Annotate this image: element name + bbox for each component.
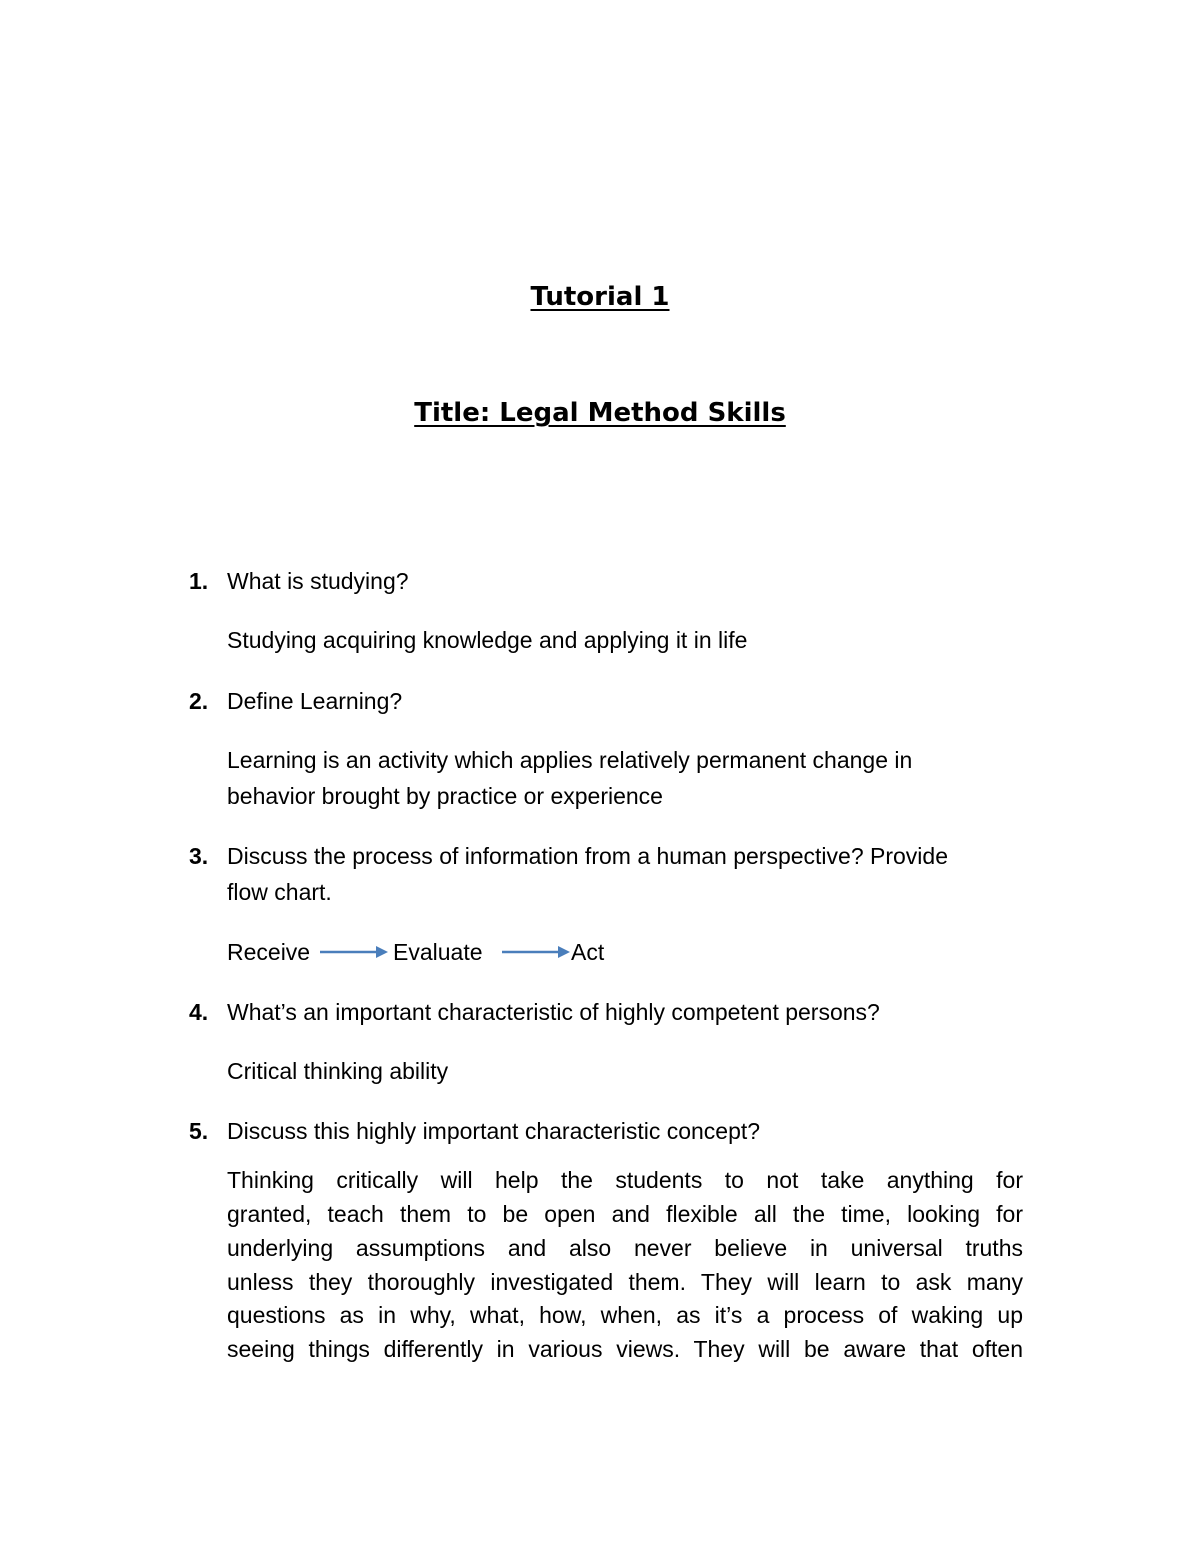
answer-line: seeing things differently in various views. They will be aware that often [227,1336,1023,1362]
question-number: 5. [189,1118,209,1144]
question-number: 1. [189,568,209,594]
answer-line: questions as in why, what, how, when, as it’s a process of waking up [227,1302,1023,1328]
question-number: 2. [189,688,209,714]
answer-line: Learning is an activity which applies relatively permanent change in [227,747,913,773]
flow-chart [227,935,727,969]
question-number: 3. [189,843,209,869]
answer-text: Studying acquiring knowledge and applying it in life [227,627,748,653]
answer-line: granted, teach them to be open and flexible all the time, looking for [227,1201,1023,1227]
answer-text: Critical thinking ability [227,1058,449,1084]
flow-step-act: Act [571,939,605,965]
answer-line: underlying assumptions and also never believe in universal truths [227,1235,1023,1261]
answer-line: Thinking critically will help the students to not take anything for [227,1167,1023,1193]
question-text: Discuss this highly important characteristic concept? [227,1118,761,1144]
flow-arrow-icon [502,944,572,960]
flow-step-evaluate: Evaluate [393,939,483,965]
document-title: Tutorial 1 [530,282,670,312]
flow-arrow-icon [320,944,390,960]
answer-line: behavior brought by practice or experience [227,783,663,809]
question-text: Define Learning? [227,688,403,714]
question-text: What’s an important characteristic of highly competent persons? [227,999,880,1025]
question-number: 4. [189,999,209,1025]
question-text: What is studying? [227,568,409,594]
question-line: Discuss the process of information from a human perspective? Provide [227,843,948,869]
answer-line: unless they thoroughly investigated them. They will learn to ask many [227,1269,1023,1295]
flow-step-receive: Receive [227,939,311,965]
question-line: flow chart. [227,879,332,905]
document-subtitle: Title: Legal Method Skills [414,398,786,428]
